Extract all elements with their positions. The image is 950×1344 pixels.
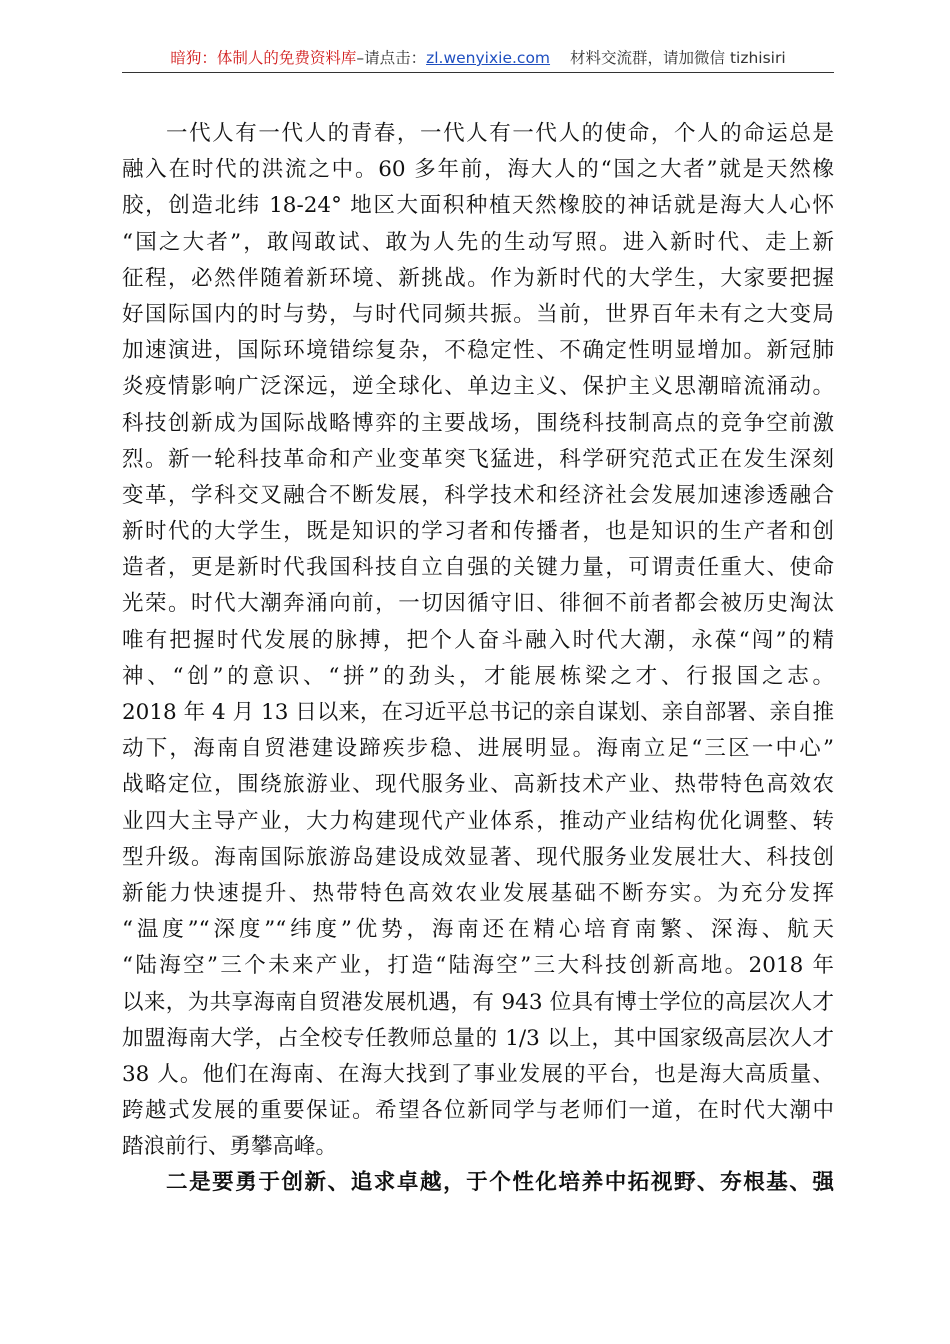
text-line: 一代人有一代人的青春，一代人有一代人的使命，个人的命运总是 xyxy=(166,121,834,146)
text-line: “国之大者”，敢闯敢试、敢为人先的生动写照。进入新时代、走上新 xyxy=(122,229,834,255)
page-header xyxy=(122,46,834,73)
text-line: 烈。新一轮科技革命和产业变革突飞猛进，科学研究范式正在发生深刻 xyxy=(122,446,834,472)
text-line: 动下，海南自贸港建设蹄疾步稳、进展明显。海南立足“三区一中心” xyxy=(122,736,834,762)
text-line: 唯有把握时代发展的脉搏，把个人奋斗融入时代大潮，永葆“闯”的精 xyxy=(122,627,834,653)
text-line: 38 人。他们在海南、在海大找到了事业发展的平台，也是海大高质量、 xyxy=(122,1061,834,1087)
text-line: 以来，为共享海南自贸港发展机遇，有 943 位具有博士学位的高层次人才 xyxy=(122,989,834,1015)
section-heading-line: 二是要勇于创新、追求卓越，于个性化培养中拓视野、夯根基、强 xyxy=(166,1170,834,1196)
text-line: 踏浪前行、勇攀高峰。 xyxy=(122,1134,338,1160)
text-line: 加盟海南大学，占全校专任教师总量的 1/3 以上，其中国家级高层次人才 xyxy=(122,1025,834,1051)
document-body xyxy=(122,116,834,1202)
header-contact: 材料交流群，请加微信 tizhisiri xyxy=(570,49,786,67)
text-line: 战略定位，围绕旅游业、现代服务业、高新技术产业、热带特色高效农 xyxy=(122,772,834,798)
text-line: 跨越式发展的重要保证。希望各位新同学与老师们一道，在时代大潮中 xyxy=(122,1098,834,1124)
text-line: 变革，学科交叉融合不断发展，科学技术和经济社会发展加速渗透融合 xyxy=(122,482,834,508)
text-line: 胶，创造北纬 18-24° 地区大面积种植天然橡胶的神话就是海大人心怀 xyxy=(122,193,834,219)
text-line: 征程，必然伴随着新环境、新挑战。作为新时代的大学生，大家要把握 xyxy=(122,265,834,291)
text-line: 新时代的大学生，既是知识的学习者和传播者，也是知识的生产者和创 xyxy=(122,519,834,545)
text-line: 型升级。海南国际旅游岛建设成效显著、现代服务业发展壮大、科技创 xyxy=(122,844,834,870)
text-line: “温度”“深度”“纬度”优势，海南还在精心培育南繁、深海、航天 xyxy=(122,917,834,943)
text-line: 神、“创”的意识、“拼”的劲头，才能展栋梁之才、行报国之志。 xyxy=(122,663,834,689)
text-line: 炎疫情影响广泛深远，逆全球化、单边主义、保护主义思潮暗流涌动。 xyxy=(122,374,834,400)
text-line: 新能力快速提升、热带特色高效农业发展基础不断夯实。为充分发挥 xyxy=(122,880,834,906)
text-line: 业四大主导产业，大力构建现代产业体系，推动产业结构优化调整、转 xyxy=(122,808,834,834)
text-line: “陆海空”三个未来产业，打造“陆海空”三大科技创新高地。2018 年 xyxy=(122,953,834,979)
text-line: 科技创新成为国际战略博弈的主要战场，围绕科技制高点的竞争空前激 xyxy=(122,410,834,436)
header-brand: 暗狗：体制人的免费资料库 xyxy=(170,49,357,67)
header-link[interactable]: zl.wenyixie.com xyxy=(426,49,551,67)
text-line: 2018 年 4 月 13 日以来，在习近平总书记的亲自谋划、亲自部署、亲自推 xyxy=(122,700,834,725)
text-line: 融入在时代的洪流之中。60 多年前，海大人的“国之大者”就是天然橡 xyxy=(122,157,834,183)
text-line: 好国际国内的时与势，与时代同频共振。当前，世界百年未有之大变局 xyxy=(122,301,834,327)
header-prompt: –请点击： xyxy=(356,49,427,67)
text-line: 造者，更是新时代我国科技自立自强的关键力量，可谓责任重大、使命 xyxy=(122,555,834,581)
text-line: 光荣。时代大潮奔涌向前，一切因循守旧、徘徊不前者都会被历史淘汰 xyxy=(122,591,834,617)
text-line: 加速演进，国际环境错综复杂，不稳定性、不确定性明显增加。新冠肺 xyxy=(122,338,834,364)
